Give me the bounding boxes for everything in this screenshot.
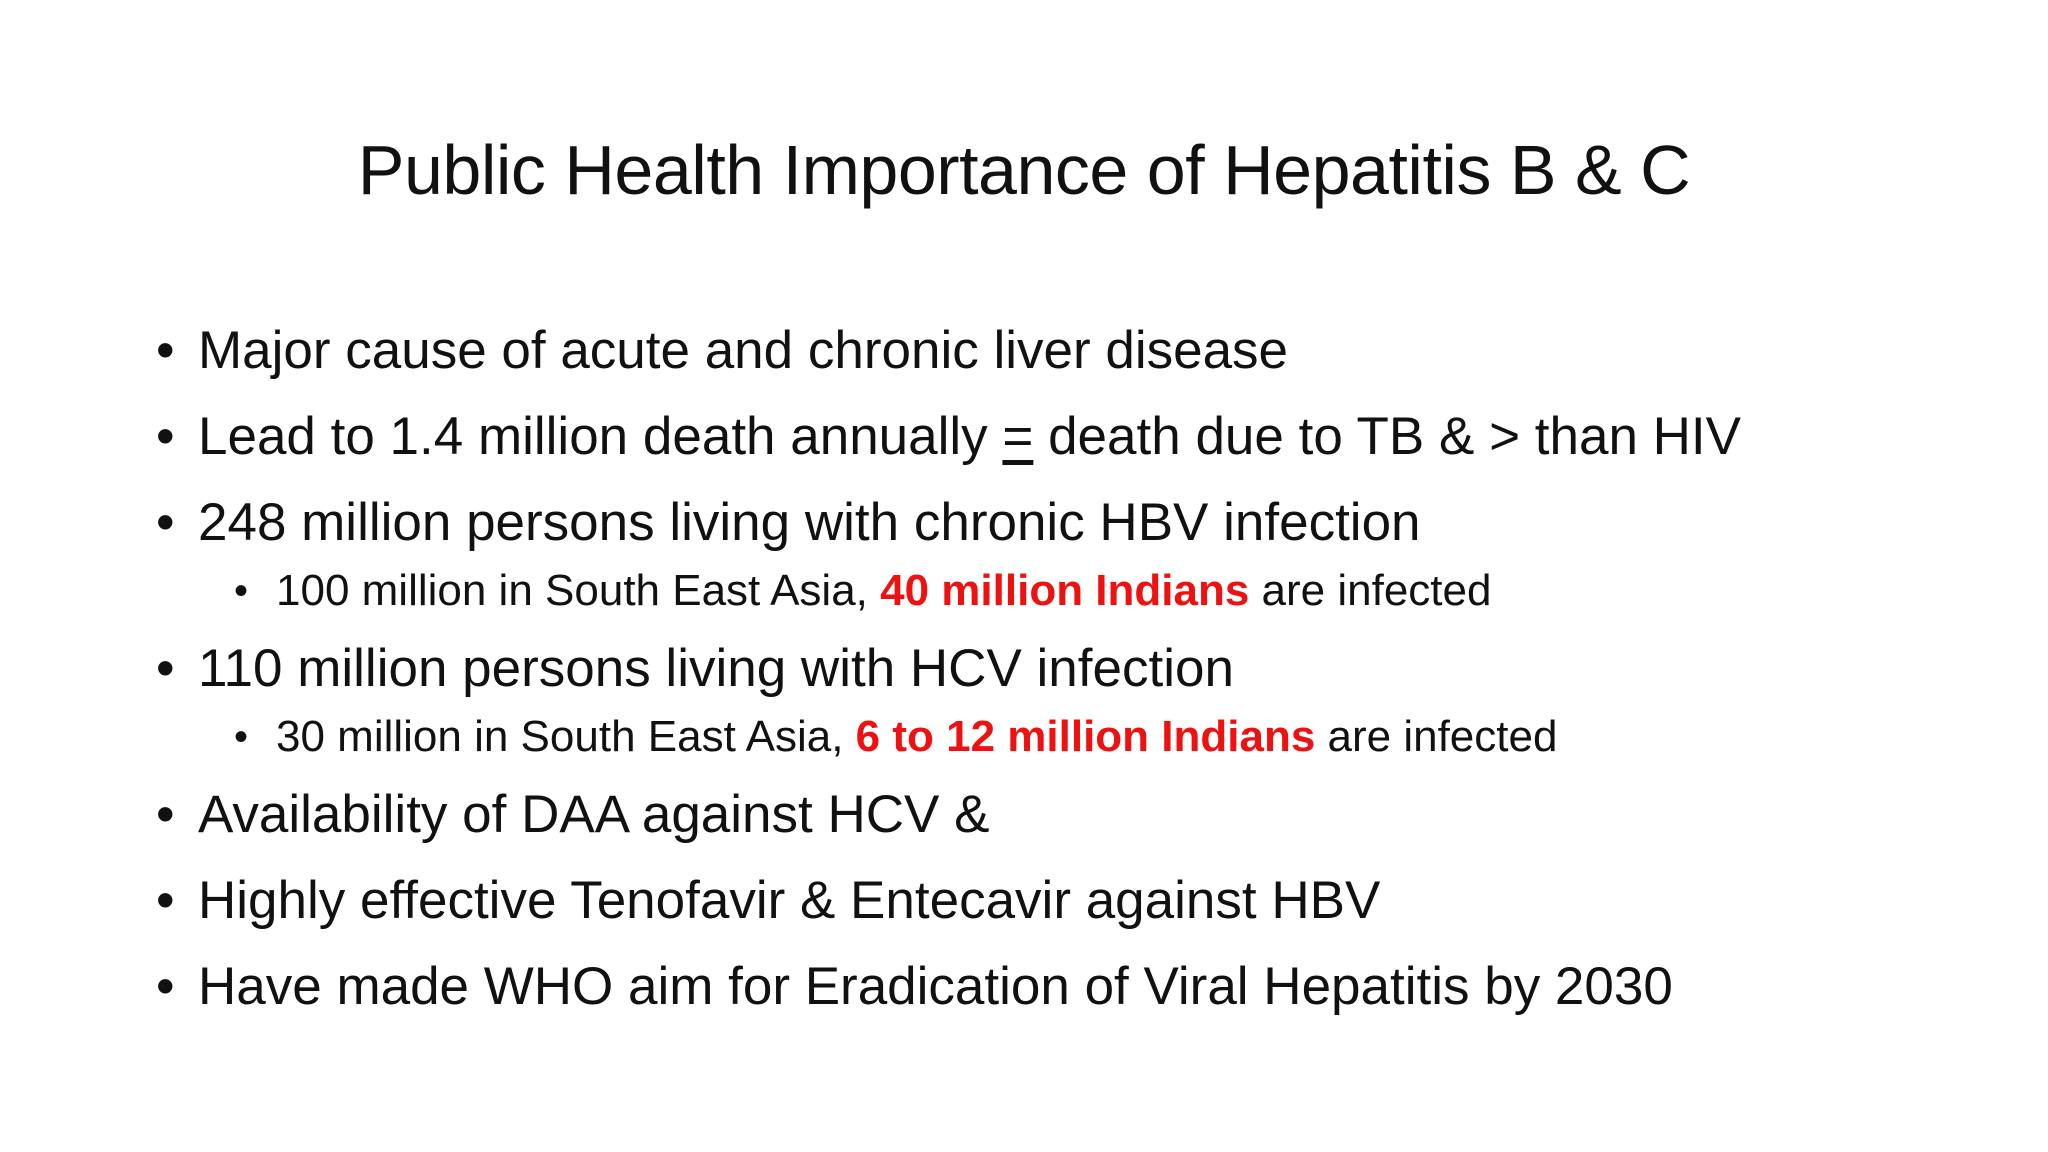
highlight-text: 6 to 12 million Indians [855, 712, 1316, 761]
sub-bullet-item [156, 704, 2006, 770]
bullet-text: 110 million persons living with HCV infection [198, 639, 1234, 698]
bullet-text: 100 million in South East Asia, [276, 566, 881, 615]
bullet-text: Have made WHO aim for Eradication of Viral Hepatitis by 2030 [198, 957, 1673, 1016]
bullet-text: Availability of DAA against HCV & [198, 785, 990, 844]
bullet-item [156, 858, 2006, 944]
bullet-text: death due to TB & > than HIV [1033, 407, 1741, 466]
bullet-item [156, 772, 2006, 858]
bullet-item [156, 308, 2006, 394]
slide-title: Public Health Importance of Hepatitis B & C [357, 131, 1691, 209]
bullet-marker: • [156, 321, 175, 380]
bullet-text: Major cause of acute and chronic liver disease [198, 321, 1289, 380]
bullet-marker: • [156, 871, 175, 930]
bullet-marker: • [234, 715, 249, 759]
bullet-text: Highly effective Tenofavir & Entecavir against HBV [198, 871, 1381, 930]
slide-body [156, 308, 2006, 1030]
bullet-item [156, 394, 2006, 480]
bullet-item [156, 626, 2006, 712]
approx-equal-symbol: = [1002, 407, 1034, 466]
sub-bullet-item [156, 558, 2006, 624]
bullet-text: are infected [1315, 712, 1558, 761]
bullet-marker: • [156, 639, 175, 698]
bullet-text: Lead to 1.4 million death annually [198, 407, 1003, 466]
bullet-item [156, 480, 2006, 566]
bullet-marker: • [234, 569, 249, 613]
bullet-marker: • [156, 957, 175, 1016]
bullet-marker: • [156, 785, 175, 844]
highlight-text: 40 million Indians [880, 566, 1250, 615]
bullet-text: 248 million persons living with chronic HBV infection [198, 493, 1421, 552]
bullet-marker: • [156, 493, 175, 552]
bullet-item [156, 944, 2006, 1030]
bullet-text: 30 million in South East Asia, [276, 712, 856, 761]
bullet-text: are infected [1249, 566, 1492, 615]
bullet-marker: • [156, 407, 175, 466]
